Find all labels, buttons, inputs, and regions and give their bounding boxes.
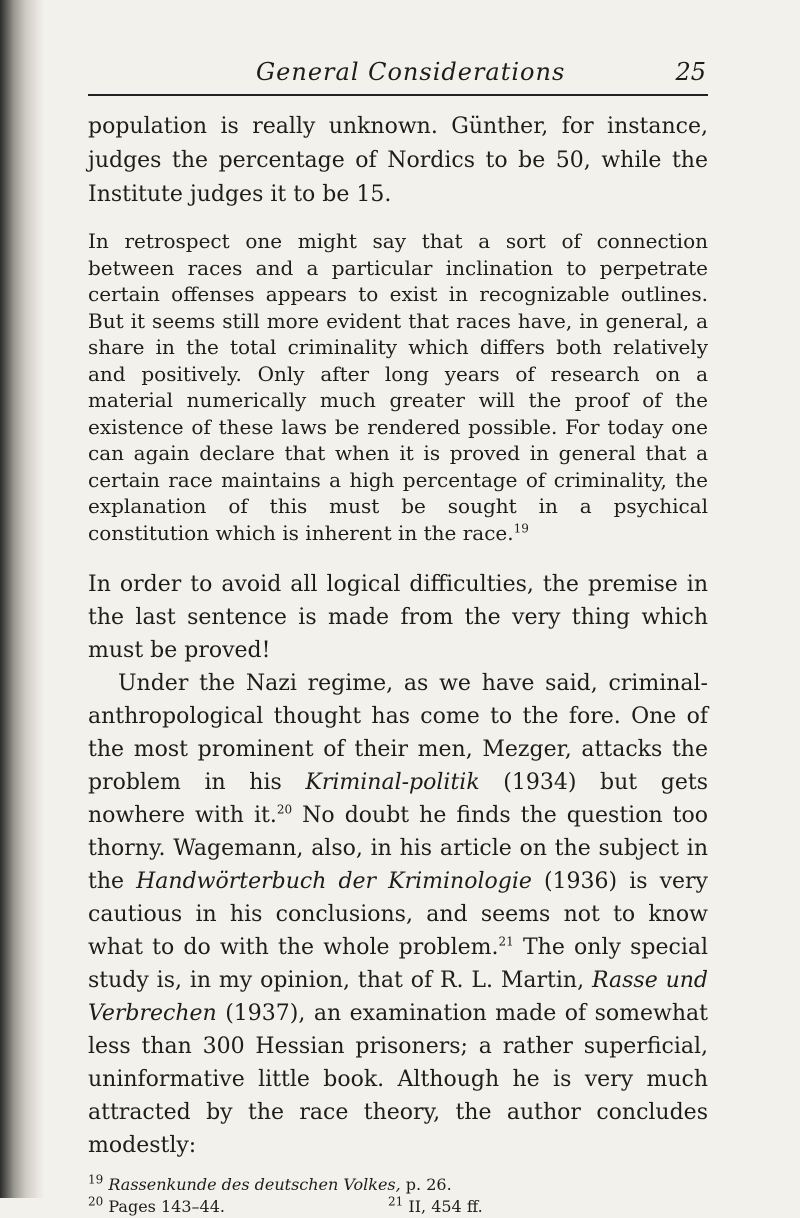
paragraph-3-text-f: (1937), an examination made of somewhat less than 300 Hessian prisoners; a rather superficial, uninformative little book. Although he is very much attracted by the race theory, the author concludes modestly: — [88, 1001, 708, 1158]
paragraph-3-text-d: (1936) is very cautious in his conclusions, and seems not to know what to do with the whole problem. — [88, 869, 708, 960]
footnote-ref-19: 19 — [513, 520, 529, 535]
book-page — [88, 58, 708, 1218]
footnote-19 — [88, 1174, 708, 1196]
running-head: General Considerations — [256, 58, 566, 86]
footnotes-20-21 — [88, 1196, 708, 1218]
paragraph-1-text: population is really unknown. Günther, for instance, judges the percentage of Nordics to be 50, while the Institute judges it to be 15. — [88, 114, 708, 207]
book-title-handworterbuch: Handwörterbuch der Kriminologie — [136, 869, 532, 894]
page-header — [88, 58, 708, 96]
block-quote-text: In retrospect one might say that a sort of connection between races and a particular inclination to perpetrate certain offenses appears to exist in recognizable outlines. But it seems still more evident that races have, in general, a share in the total criminality which differs both relatively and positively. Only after long years of research on a material numerically much greater will the proof of the existence of these laws be rendered possible. For today one can again declare that when it is proved in general that a certain race maintains a high percentage of criminality, the explanation of this must be sought in a psychical constitution which is inherent in the race. — [88, 229, 708, 545]
footnote-21-text: II, 454 ff. — [408, 1197, 483, 1216]
block-quote — [88, 228, 708, 546]
book-spine-shadow — [0, 0, 44, 1198]
paragraph-3-text-e: The only special study is, in my opinion, that of R. L. Martin, — [88, 935, 709, 993]
footnote-21-number: 21 — [388, 1194, 404, 1209]
paragraph-3-text-c: No doubt he finds the question too thorny. Wagemann, also, in his article on the subject in the — [88, 803, 708, 894]
footnote-19-rest: p. 26. — [400, 1175, 452, 1194]
footnote-ref-20: 20 — [276, 802, 293, 817]
footnote-20-text: Pages 143–44. — [108, 1197, 225, 1216]
footnotes — [88, 1174, 708, 1218]
paragraph-3 — [88, 667, 708, 1162]
footnote-20-number: 20 — [88, 1194, 104, 1209]
footnote-21 — [388, 1196, 483, 1218]
paragraph-2 — [88, 568, 708, 667]
book-title-kriminal-politik: Kriminal-politik — [305, 770, 480, 795]
footnote-19-title: Rassenkunde des deutschen Volkes, — [108, 1175, 401, 1194]
book-title-rasse-und-verbrechen: Rasse und Verbrechen — [88, 968, 709, 1026]
paragraph-3-text-a: Under the Nazi regime, as we have said, criminal-anthropological thought has come to the fore. One of the most prominent of their men, Mezger, attacks the problem in his — [88, 671, 708, 795]
paragraph-1 — [88, 110, 708, 212]
page-number: 25 — [675, 58, 706, 86]
paragraph-3-text-b: (1934) but gets nowhere with it. — [88, 770, 708, 828]
footnote-20 — [88, 1196, 388, 1218]
paragraph-2-text: In order to avoid all logical difficulties, the premise in the last sentence is made from the very thing which must be proved! — [88, 572, 708, 663]
footnote-ref-21: 21 — [498, 934, 514, 949]
body-text — [88, 110, 708, 1162]
footnote-19-number: 19 — [88, 1172, 104, 1187]
